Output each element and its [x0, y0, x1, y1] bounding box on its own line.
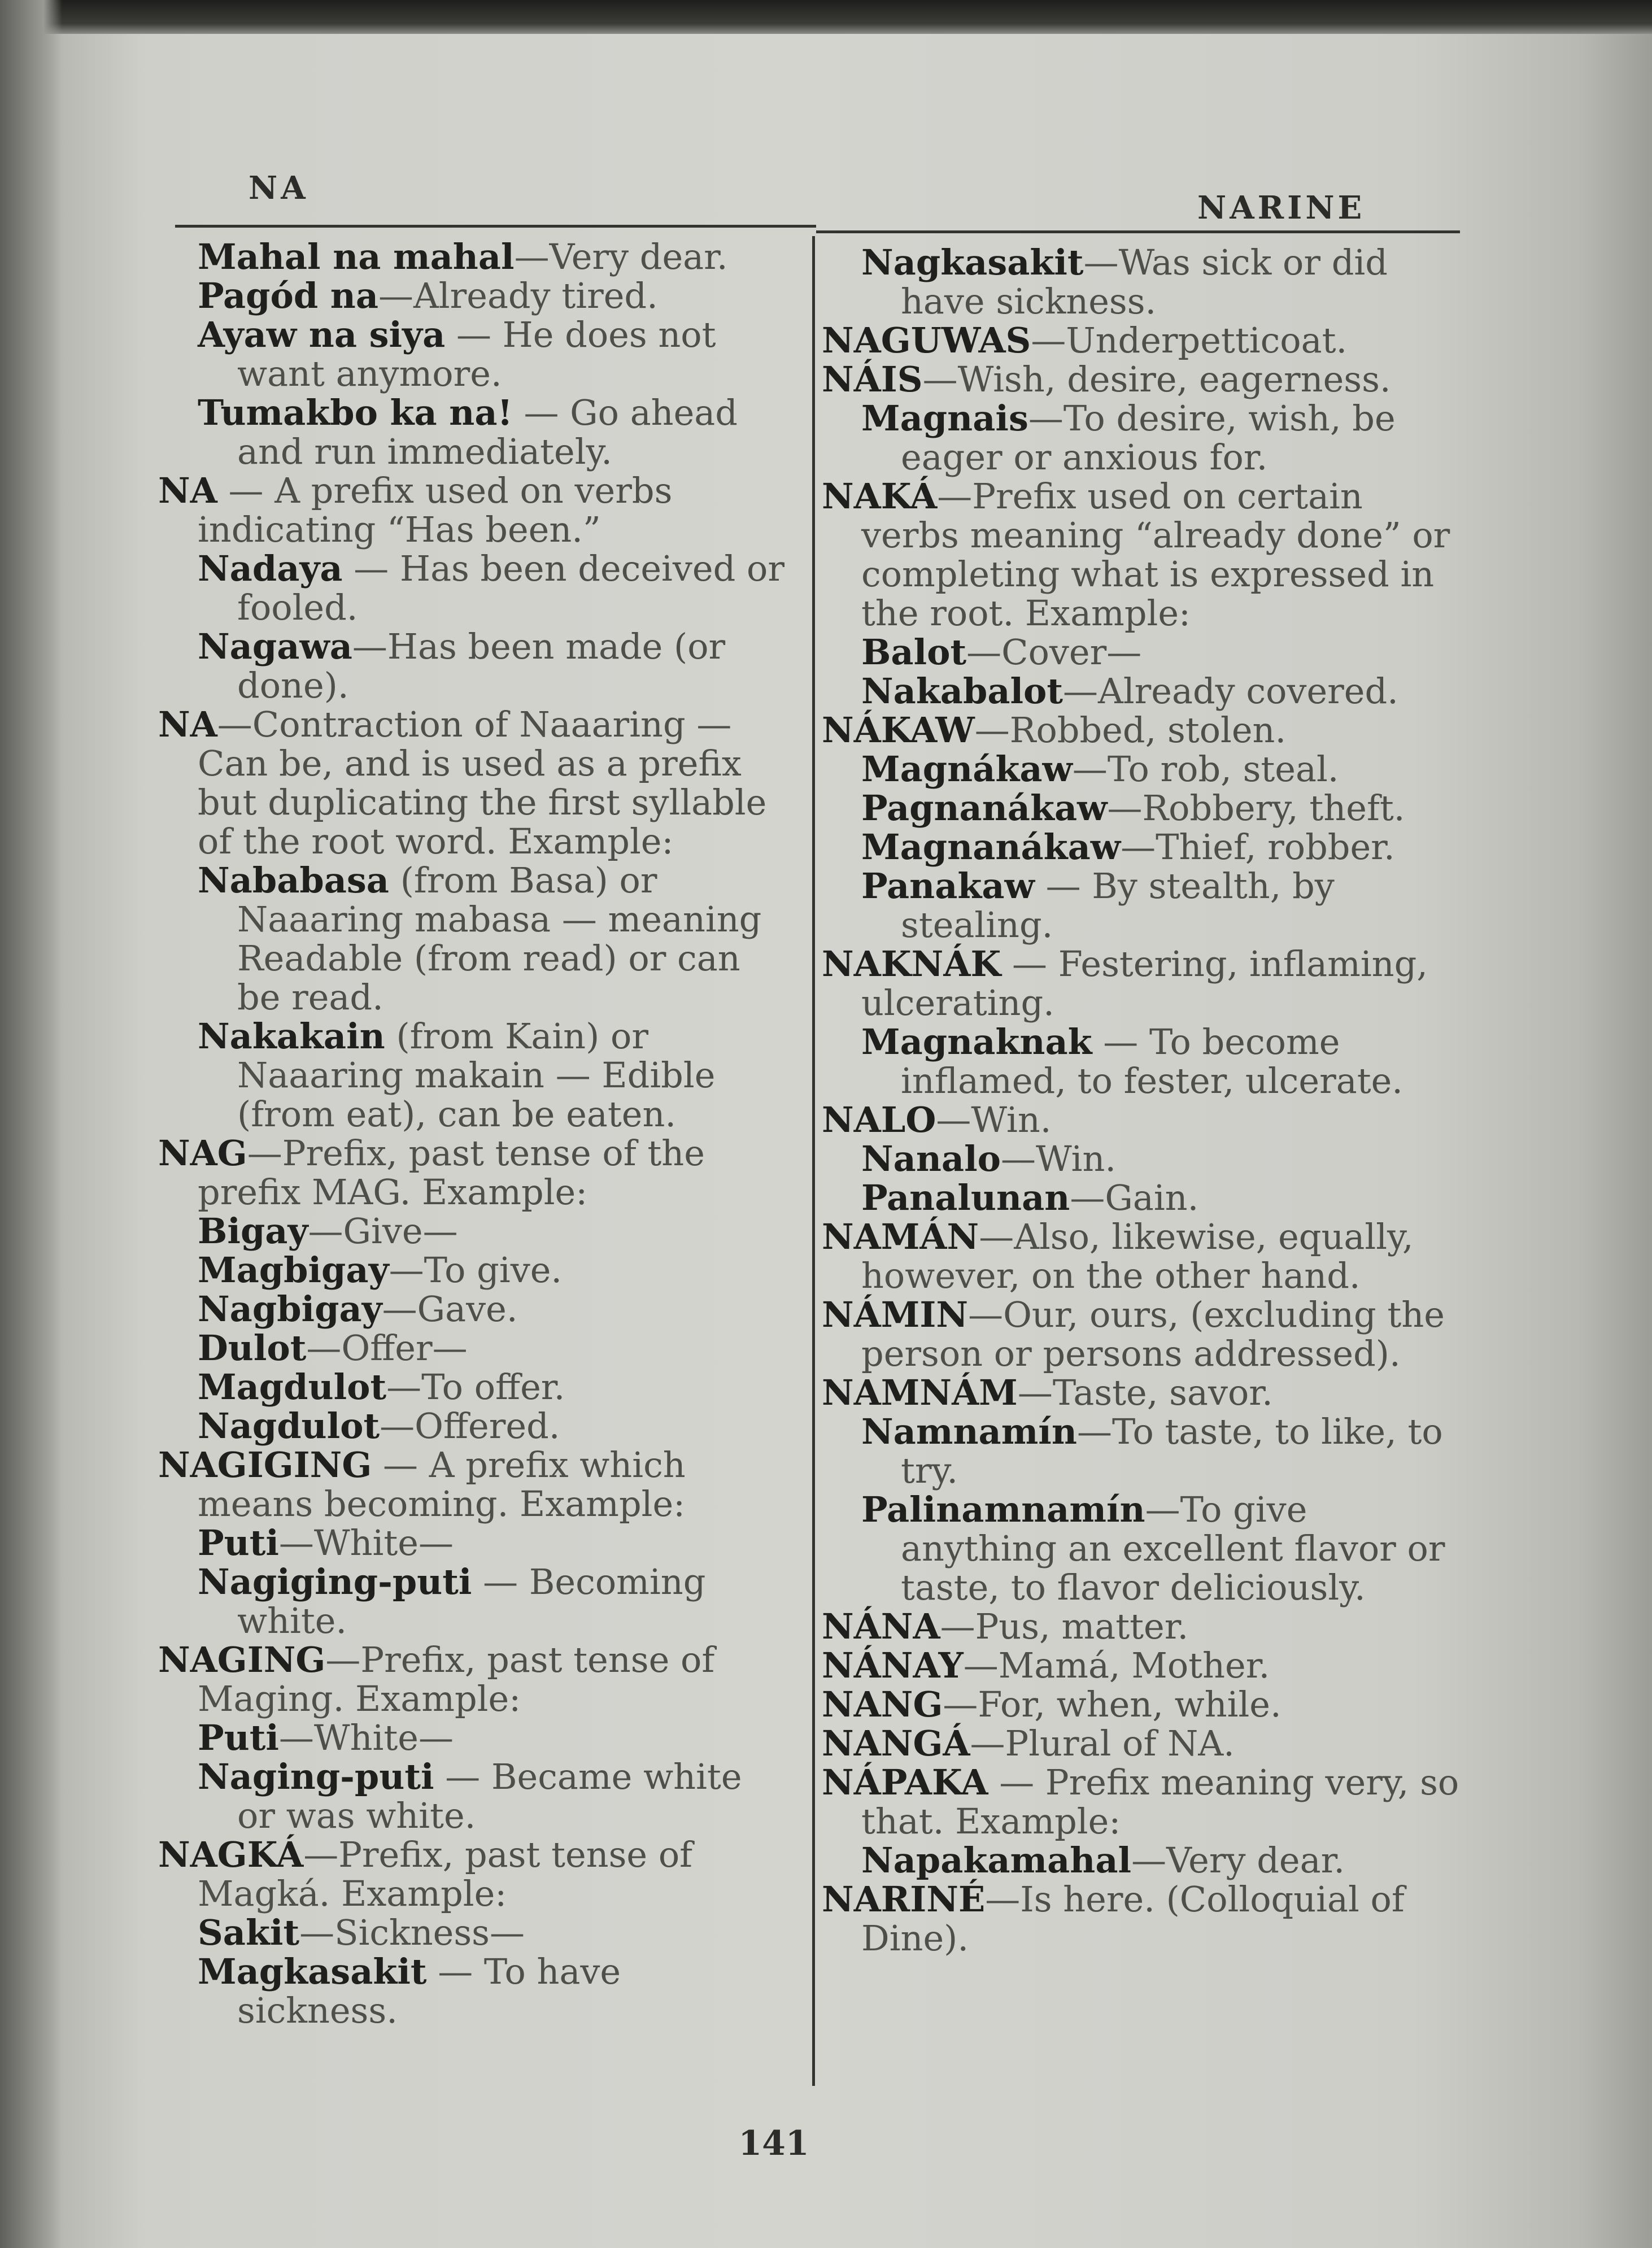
headword: NÁNA: [822, 1606, 940, 1647]
definition: —Has been made (or done).: [237, 626, 726, 706]
dictionary-subentry: [158, 393, 791, 471]
dictionary-subentry: [158, 549, 791, 627]
headword: Magbigay: [198, 1249, 389, 1291]
definition: —Give—: [308, 1210, 458, 1252]
headword: Nanalo: [861, 1138, 1001, 1179]
headword: Sakit: [198, 1912, 300, 1953]
headword: Magdulot: [198, 1366, 387, 1408]
definition: —Pus, matter.: [940, 1606, 1189, 1647]
dictionary-entry: [158, 1134, 791, 1212]
headword: Ayaw na siya: [198, 314, 446, 355]
definition: —Taste, savor.: [1017, 1372, 1273, 1413]
definition: — Has been deceived or fooled.: [237, 548, 784, 628]
page-number: 141: [738, 2124, 809, 2163]
headword: Panalunan: [861, 1177, 1070, 1218]
headword: Nagbigay: [198, 1288, 382, 1330]
dictionary-subentry: [158, 1913, 791, 1952]
definition: —Offer—: [306, 1327, 468, 1369]
definition: —Gave.: [382, 1288, 518, 1330]
headword: NÁPAKA: [822, 1762, 988, 1803]
dictionary-entry: [822, 360, 1460, 399]
left-column: [158, 237, 791, 2030]
headword: Balot: [861, 631, 967, 673]
dictionary-subentry: [158, 1562, 791, 1640]
definition: —Mamá, Mother.: [963, 1645, 1270, 1686]
dictionary-subentry: [822, 827, 1460, 866]
headword: Magnais: [861, 398, 1028, 439]
dictionary-subentry: [158, 1718, 791, 1757]
dictionary-subentry: [822, 1139, 1460, 1178]
dictionary-subentry: [158, 1523, 791, 1562]
definition: — A prefix which means becoming. Example:: [198, 1444, 686, 1524]
definition: (from Basa) or Naaaring mabasa — meaning Readable (from read) or can be read.: [237, 860, 762, 1018]
headword: NAGIGING: [158, 1444, 372, 1485]
dictionary-subentry: [158, 1289, 791, 1328]
headword: Bigay: [198, 1210, 308, 1252]
headword: Tumakbo ka na!: [198, 392, 513, 433]
definition: —Robbery, theft.: [1107, 787, 1405, 829]
headword: NAGING: [158, 1639, 326, 1680]
definition: —To rob, steal.: [1072, 748, 1339, 790]
definition: — Festering, inflaming, ulcerating.: [861, 943, 1428, 1023]
dictionary-entry: [822, 1646, 1460, 1685]
definition: — To become inflamed, to fester, ulcerate.: [901, 1021, 1403, 1101]
definition: —Win.: [936, 1099, 1052, 1140]
dictionary-entry: [822, 1880, 1460, 1958]
definition: —Win.: [1001, 1138, 1117, 1179]
definition: — Prefix meaning very, so that. Example:: [861, 1762, 1459, 1842]
definition: —Also, likewise, equally, however, on the other hand.: [861, 1216, 1414, 1296]
dictionary-entry: [822, 944, 1460, 1022]
headword: Dulot: [198, 1327, 307, 1369]
dictionary-subentry: [158, 1017, 791, 1134]
definition: —Thief, robber.: [1121, 826, 1395, 868]
dictionary-entry: [822, 1217, 1460, 1295]
dictionary-subentry: [158, 1952, 791, 2030]
definition: —Prefix, past tense of Magká. Example:: [198, 1834, 693, 1914]
headword: Nagkasakit: [861, 242, 1084, 283]
dictionary-entry: [822, 1763, 1460, 1841]
dictionary-subentry: [822, 399, 1460, 477]
dictionary-entry: [822, 1607, 1460, 1646]
definition: —Very dear.: [1131, 1840, 1345, 1881]
dictionary-entry: [822, 1100, 1460, 1139]
headword: Magnanákaw: [861, 826, 1121, 868]
definition: —To give.: [389, 1249, 563, 1291]
definition: —Already tired.: [378, 275, 658, 316]
headword: Palinamnamín: [861, 1489, 1145, 1530]
headword: NÁMIN: [822, 1294, 969, 1335]
dictionary-subentry: [158, 861, 791, 1017]
dictionary-entry: [158, 705, 791, 861]
headword: NARINÉ: [822, 1879, 986, 1920]
dictionary-subentry: [158, 627, 791, 705]
headword: Nakakain: [198, 1016, 385, 1057]
dictionary-subentry: [158, 237, 791, 276]
dictionary-subentry: [822, 243, 1460, 321]
definition: — Go ahead and run immediately.: [237, 392, 738, 472]
definition: —Robbed, stolen.: [974, 709, 1287, 751]
definition: —White—: [278, 1717, 454, 1758]
definition: —Plural of NA.: [970, 1723, 1235, 1764]
headword: Mahal na mahal: [198, 236, 515, 277]
headword: Magnaknak: [861, 1021, 1092, 1062]
book-spine-shadow: [0, 0, 62, 2248]
dictionary-entry: [822, 1373, 1460, 1412]
definition: —Prefix, past tense of Maging. Example:: [198, 1639, 715, 1719]
dictionary-entry: [822, 711, 1460, 750]
definition: —Already covered.: [1063, 670, 1398, 712]
definition: — Becoming white.: [237, 1561, 706, 1641]
headword: NA: [158, 470, 217, 511]
column-divider: [812, 236, 815, 2086]
headword: NANG: [822, 1684, 943, 1725]
headword: NANGÁ: [822, 1723, 970, 1764]
definition: —To give anything an excellent flavor or taste, to flavor deliciously.: [901, 1489, 1445, 1608]
definition: —To offer.: [386, 1366, 565, 1408]
definition: —Very dear.: [514, 236, 728, 277]
running-head-right: NARINE: [1197, 189, 1366, 226]
definition: —Our, ours, (excluding the person or persons addressed).: [861, 1294, 1445, 1374]
headword: NÁNAY: [822, 1645, 964, 1686]
dictionary-entry: [822, 1685, 1460, 1724]
headword: NAMÁN: [822, 1216, 979, 1257]
headword: Nagiging-puti: [198, 1561, 472, 1602]
headword: Nagdulot: [198, 1405, 380, 1447]
headword: Nadaya: [198, 548, 343, 589]
headword: NAGUWAS: [822, 320, 1031, 361]
dictionary-subentry: [822, 750, 1460, 788]
dictionary-subentry: [158, 1406, 791, 1445]
definition: — To have sickness.: [237, 1951, 621, 2031]
dictionary-subentry: [158, 1328, 791, 1367]
definition: —Offered.: [380, 1405, 560, 1447]
headword: NÁKAW: [822, 709, 975, 751]
dictionary-entry: [158, 1445, 791, 1523]
definition: —To desire, wish, be eager or anxious for.: [901, 398, 1396, 478]
definition: — He does not want anymore.: [237, 314, 716, 394]
headword: NÁIS: [822, 359, 923, 400]
headword: Nakabalot: [861, 670, 1063, 712]
dictionary-entry: [158, 471, 791, 549]
header-rule-right: [816, 230, 1460, 233]
dictionary-subentry: [822, 1841, 1460, 1880]
definition: —Gain.: [1070, 1177, 1199, 1218]
definition: —Prefix used on certain verbs meaning “already done” or completing what is expressed in the root. Example:: [861, 476, 1450, 634]
dictionary-entry: [158, 1640, 791, 1718]
headword: Namnamín: [861, 1411, 1077, 1452]
headword: Panakaw: [861, 865, 1035, 907]
dictionary-subentry: [822, 672, 1460, 711]
dictionary-subentry: [822, 633, 1460, 672]
dictionary-subentry: [822, 1022, 1460, 1100]
headword: NALO: [822, 1099, 936, 1140]
headword: Puti: [198, 1522, 279, 1563]
dictionary-entry: [822, 1724, 1460, 1763]
header-rule-left: [175, 225, 816, 228]
dictionary-subentry: [822, 1490, 1460, 1607]
dictionary-subentry: [158, 276, 791, 315]
headword: Naging-puti: [198, 1756, 434, 1797]
headword: NA: [158, 704, 217, 745]
dictionary-entry: [158, 1835, 791, 1913]
dictionary-subentry: [158, 315, 791, 393]
dictionary-subentry: [158, 1251, 791, 1289]
dictionary-subentry: [158, 1757, 791, 1835]
dictionary-entry: [822, 1295, 1460, 1373]
definition: —Was sick or did have sickness.: [901, 242, 1388, 322]
headword: Nagawa: [198, 626, 352, 667]
scan-top-edge: [0, 0, 1652, 34]
dictionary-entry: [822, 321, 1460, 360]
definition: —Prefix, past tense of the prefix MAG. Example:: [198, 1132, 705, 1213]
definition: — By stealth, by stealing.: [901, 865, 1335, 946]
dictionary-subentry: [822, 1178, 1460, 1217]
running-head-left: NA: [249, 169, 309, 207]
dictionary-subentry: [158, 1367, 791, 1406]
definition: —Wish, desire, eagerness.: [922, 359, 1391, 400]
definition: (from Kain) or Naaaring makain — Edible (from eat), can be eaten.: [237, 1016, 716, 1135]
headword: Nababasa: [198, 860, 389, 901]
definition: —Is here. (Colloquial of Dine).: [861, 1879, 1405, 1959]
headword: Pagnanákaw: [861, 787, 1108, 829]
headword: NAGKÁ: [158, 1834, 304, 1875]
dictionary-subentry: [158, 1212, 791, 1251]
definition: —To taste, to like, to try.: [901, 1411, 1443, 1491]
headword: Pagód na: [198, 275, 379, 316]
definition: —White—: [278, 1522, 454, 1563]
headword: Napakamahal: [861, 1840, 1132, 1881]
definition: —Underpetticoat.: [1031, 320, 1348, 361]
headword: Magnákaw: [861, 748, 1073, 790]
dictionary-subentry: [822, 788, 1460, 827]
dictionary-entry: [822, 477, 1460, 633]
dictionary-subentry: [822, 1412, 1460, 1490]
definition: —Contraction of Naaaring —Can be, and is used as a prefix but duplicating the first syllable of the root word. Example:: [198, 704, 767, 862]
definition: —Sickness—: [299, 1912, 525, 1953]
headword: NAKÁ: [822, 476, 938, 517]
headword: NAKNÁK: [822, 943, 1001, 984]
definition: — A prefix used on verbs indicating “Has been.”: [198, 470, 673, 550]
headword: Magkasakit: [198, 1951, 427, 1992]
headword: NAG: [158, 1132, 247, 1174]
dictionary-subentry: [822, 866, 1460, 944]
definition: — Became white or was white.: [237, 1756, 742, 1836]
right-column: [822, 243, 1460, 1958]
headword: Puti: [198, 1717, 279, 1758]
definition: —Cover—: [966, 631, 1142, 673]
headword: NAMNÁM: [822, 1372, 1018, 1413]
definition: —For, when, while.: [943, 1684, 1282, 1725]
